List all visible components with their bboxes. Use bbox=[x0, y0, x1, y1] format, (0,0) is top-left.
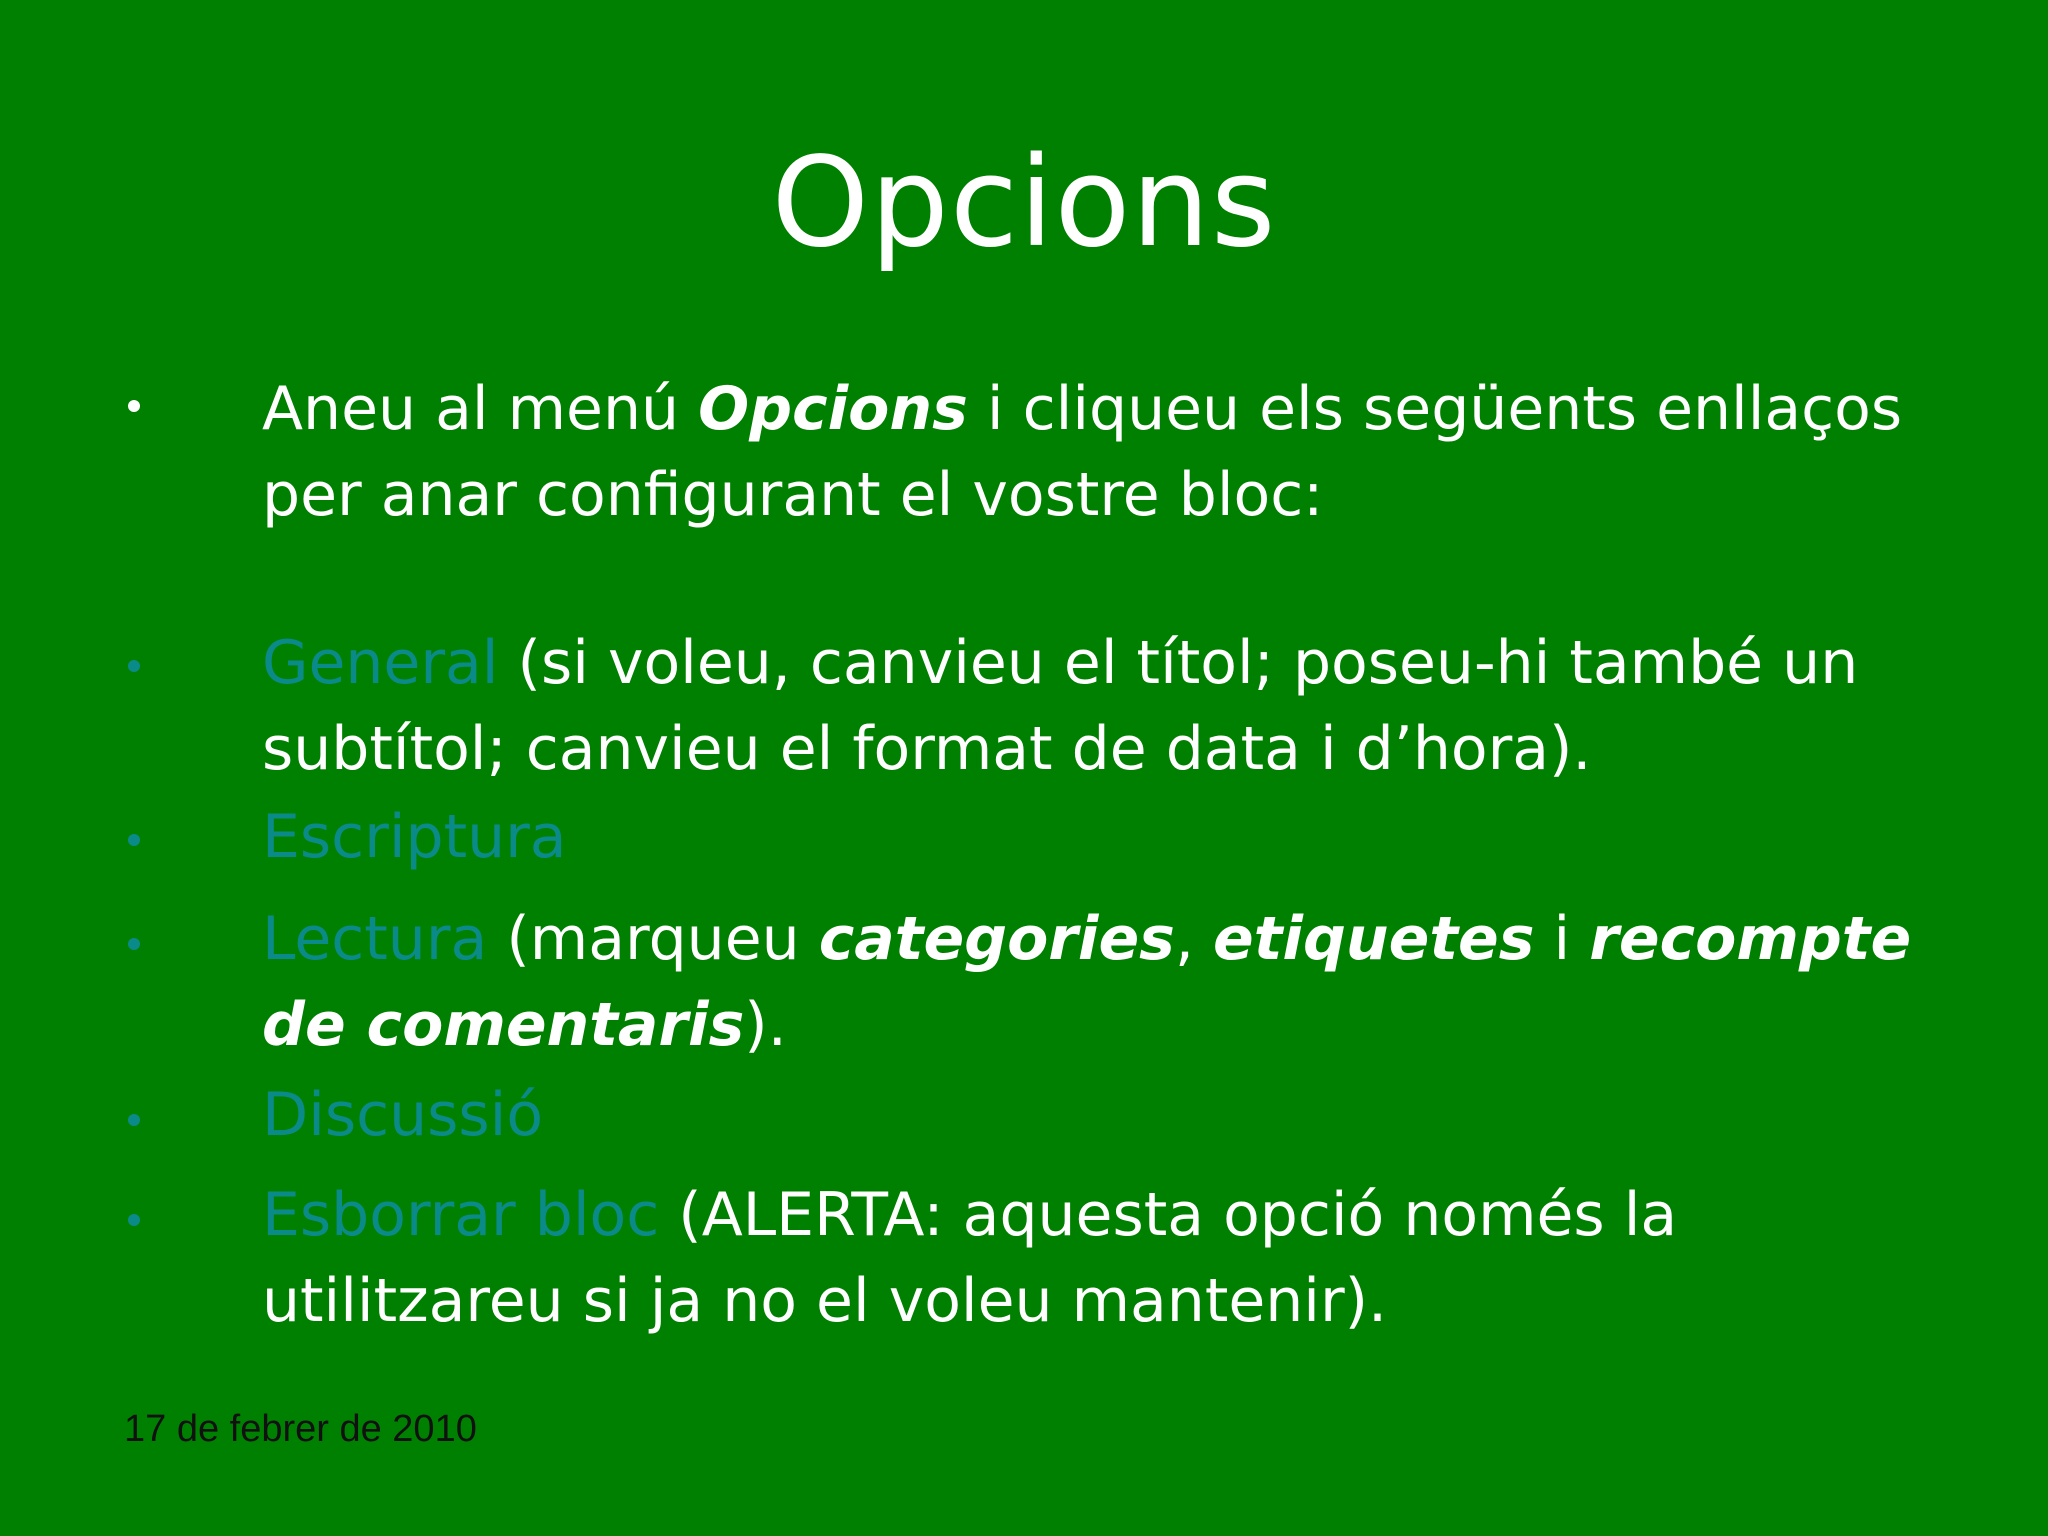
list-item-escriptura-text bbox=[262, 794, 1922, 880]
intro-text-end: i cliqueu els següents enllaços per anar configurant el vostre bloc: bbox=[262, 374, 1903, 530]
lectura-text-post: ). bbox=[744, 990, 787, 1060]
list-item-general-desc: (si voleu, canvieu el títol; poseu-hi també un subtítol; canvieu el format de data i d’hora). bbox=[262, 628, 1859, 784]
lectura-emph-categories: categories bbox=[818, 904, 1175, 974]
link-escriptura[interactable]: Escriptura bbox=[262, 802, 567, 872]
link-esborrar-bloc[interactable]: Esborrar bloc bbox=[262, 1180, 660, 1250]
lectura-sep-2: i bbox=[1534, 904, 1590, 974]
link-general[interactable]: General bbox=[262, 628, 499, 698]
list-item-discussio-text bbox=[262, 1072, 1922, 1158]
bullet-dot-icon bbox=[128, 834, 140, 846]
lectura-emph-recompte: recompte de comentaris bbox=[262, 904, 1912, 1060]
intro-text bbox=[262, 366, 1922, 538]
lectura-emph-etiquetes: etiquetes bbox=[1213, 904, 1535, 974]
bullet-dot-icon bbox=[128, 938, 140, 950]
bullet-dot-icon bbox=[128, 660, 140, 672]
list-item-general-text bbox=[262, 620, 1922, 792]
lectura-text-pre: (marqueu bbox=[487, 904, 819, 974]
list-item-lectura-text bbox=[262, 896, 1922, 1068]
esborrar-bloc-desc: (ALERTA: aquesta opció només la utilitzareu si ja no el voleu mantenir). bbox=[262, 1180, 1678, 1336]
slide-title: Opcions bbox=[771, 131, 1277, 275]
bullet-dot-icon bbox=[128, 400, 140, 412]
intro-menu-name: Opcions bbox=[698, 374, 968, 444]
bullet-dot-icon bbox=[128, 1114, 140, 1126]
intro-text-start: Aneu al menú bbox=[262, 374, 699, 444]
link-lectura[interactable]: Lectura bbox=[262, 904, 488, 974]
footer-date: 17 de febrer de 2010 bbox=[124, 1408, 477, 1450]
bullet-dot-icon bbox=[128, 1214, 140, 1226]
link-discussio[interactable]: Discussió bbox=[262, 1080, 544, 1150]
list-item-esborrar-bloc-text bbox=[262, 1172, 1922, 1344]
lectura-sep-1: , bbox=[1174, 904, 1214, 974]
